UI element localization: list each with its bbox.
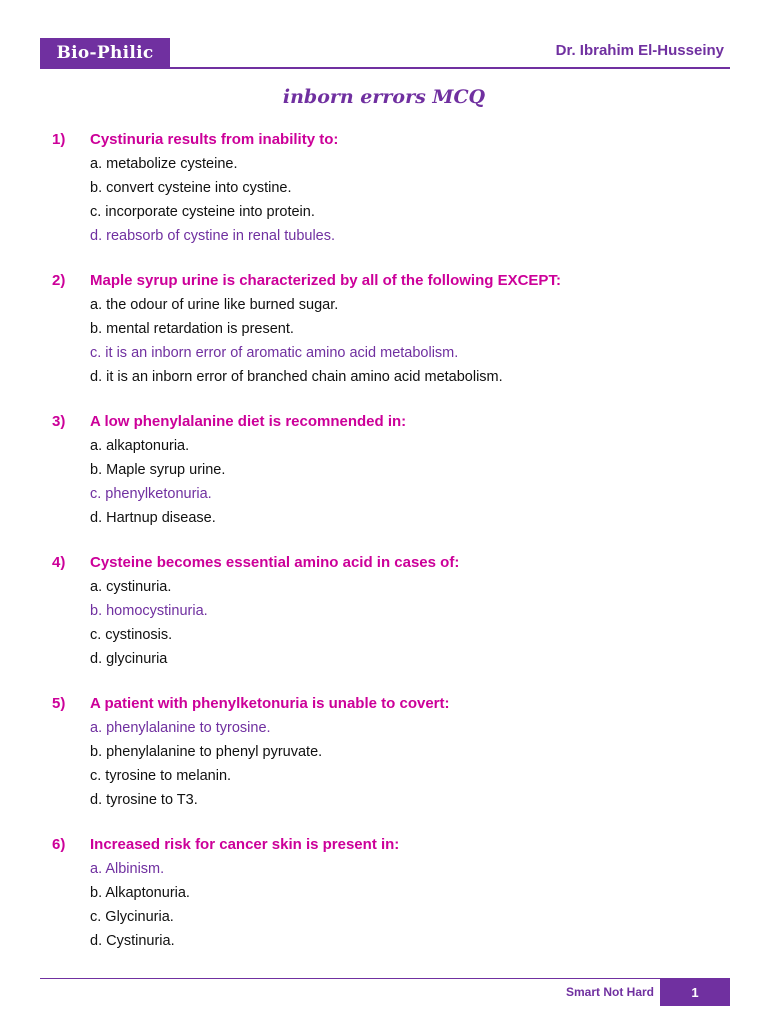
author-name: Dr. Ibrahim El-Husseiny	[555, 42, 724, 59]
footer-tagline: Smart Not Hard	[565, 985, 654, 999]
option-c-correct: c. it is an inborn error of aromatic amino acid metabolism.	[90, 345, 459, 361]
question-text: A patient with phenylketonuria is unable to covert:	[90, 695, 450, 712]
question-5	[52, 692, 732, 812]
page-title: inborn errors MCQ	[282, 86, 486, 108]
option-d-correct: d. reabsorb of cystine in renal tubules.	[90, 228, 336, 244]
question-number: 2)	[52, 272, 66, 289]
question-stem	[52, 692, 732, 716]
option-a: a. alkaptonuria.	[90, 438, 190, 454]
option-a-correct: a. phenylalanine to tyrosine.	[90, 720, 271, 736]
question-1	[52, 128, 732, 248]
option-c: c. tyrosine to melanin.	[90, 768, 232, 784]
option-list	[90, 152, 732, 248]
question-number: 3)	[52, 413, 66, 430]
question-text: A low phenylalanine diet is recomnended in:	[90, 413, 407, 430]
question-4	[52, 551, 732, 671]
question-text: Increased risk for cancer skin is present in:	[90, 836, 400, 853]
option-b-correct: b. homocystinuria.	[90, 603, 208, 619]
brand-badge: Bio-Philic	[40, 38, 170, 69]
footer-divider	[40, 978, 730, 979]
question-number: 5)	[52, 695, 66, 712]
option-list	[90, 434, 732, 530]
option-d: d. it is an inborn error of branched chain amino acid metabolism.	[90, 369, 503, 385]
question-stem	[52, 833, 732, 857]
option-c: c. Glycinuria.	[90, 909, 174, 925]
option-list	[90, 575, 732, 671]
question-stem	[52, 128, 732, 152]
page-number: 1	[660, 979, 730, 1006]
option-d: d. Hartnup disease.	[90, 510, 216, 526]
option-a-correct: a. Albinism.	[90, 861, 165, 877]
option-b: b. convert cysteine into cystine.	[90, 180, 292, 196]
question-number: 6)	[52, 836, 66, 853]
option-c: c. cystinosis.	[90, 627, 173, 643]
option-list	[90, 716, 732, 812]
option-b: b. mental retardation is present.	[90, 321, 294, 337]
question-number: 1)	[52, 131, 66, 148]
question-list	[52, 128, 732, 974]
question-2	[52, 269, 732, 389]
option-list	[90, 857, 732, 953]
question-text: Cysteine becomes essential amino acid in cases of:	[90, 554, 460, 571]
question-3	[52, 410, 732, 530]
option-d: d. tyrosine to T3.	[90, 792, 198, 808]
question-number: 4)	[52, 554, 66, 571]
question-stem	[52, 551, 732, 575]
option-c-correct: c. phenylketonuria.	[90, 486, 212, 502]
header-divider	[40, 67, 730, 69]
option-b: b. Maple syrup urine.	[90, 462, 226, 478]
question-text: Maple syrup urine is characterized by all of the following EXCEPT:	[90, 272, 561, 289]
option-list	[90, 293, 732, 389]
question-stem	[52, 410, 732, 434]
question-text: Cystinuria results from inability to:	[90, 131, 339, 148]
page-header	[0, 0, 768, 70]
question-6	[52, 833, 732, 953]
option-a: a. metabolize cysteine.	[90, 156, 238, 172]
option-b: b. Alkaptonuria.	[90, 885, 190, 901]
option-b: b. phenylalanine to phenyl pyruvate.	[90, 744, 323, 760]
option-c: c. incorporate cysteine into protein.	[90, 204, 315, 220]
option-d: d. Cystinuria.	[90, 933, 175, 949]
option-a: a. cystinuria.	[90, 579, 172, 595]
question-stem	[52, 269, 732, 293]
option-a: a. the odour of urine like burned sugar.	[90, 297, 339, 313]
option-d: d. glycinuria	[90, 651, 168, 667]
